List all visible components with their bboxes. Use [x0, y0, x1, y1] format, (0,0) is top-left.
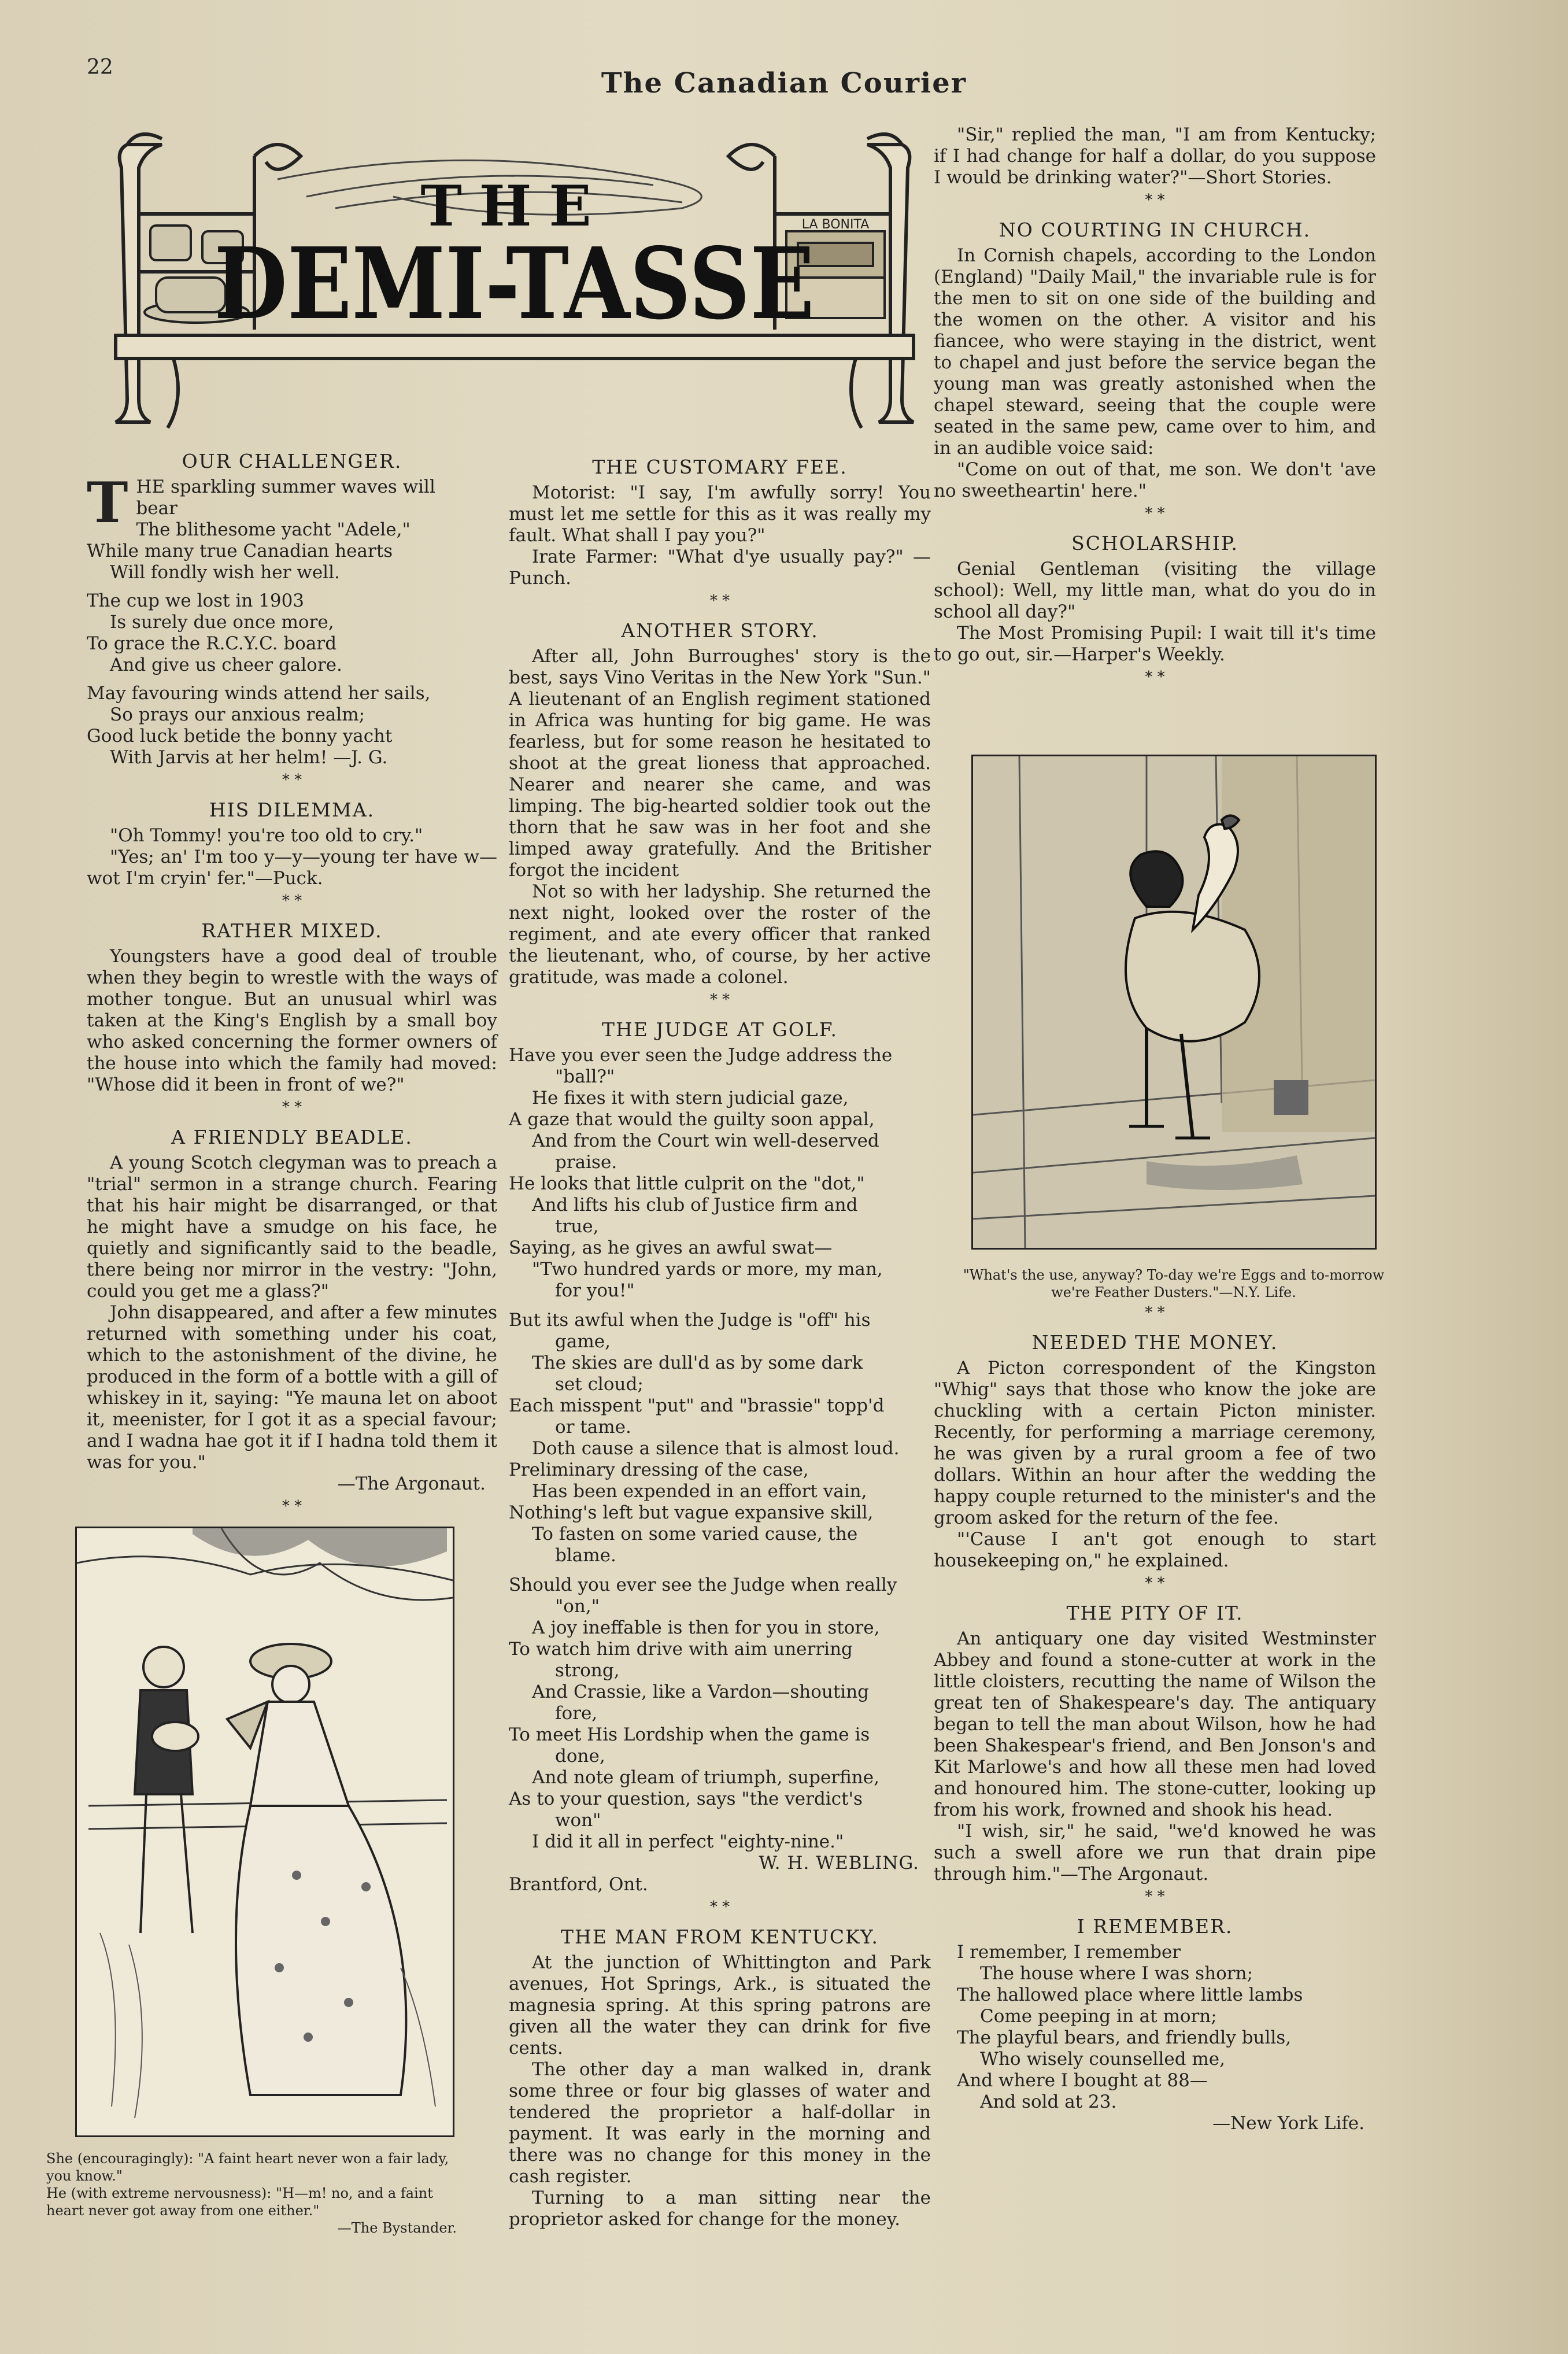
poem-line: done, [555, 1746, 605, 1767]
poem-line: game, [555, 1331, 611, 1352]
poem-line: And Crassie, like a Vardon—shouting [532, 1682, 870, 1702]
separator-stars: * * [1145, 1304, 1165, 1321]
scholarship-paragraph-1: Genial Gentleman (visiting the village school): Well, my little man, what do you do in school all day?" [934, 559, 1376, 622]
poem-line: The hallowed place where little lambs [957, 1985, 1303, 2005]
pity-paragraph-2: "I wish, sir," he said, "we'd knowed he was such a swell afore we run that drain pipe through him."—The Argonaut. [934, 1821, 1376, 1884]
heading-i-remember: I REMEMBER. [1077, 1915, 1233, 1938]
poem-line: won" [555, 1810, 601, 1831]
scholarship-paragraph-2: The Most Promising Pupil: I wait till it's time to go out, sir.—Harper's Weekly. [934, 623, 1376, 665]
poem-line: The cup we lost in 1903 [87, 590, 305, 611]
poem-line: And give us cheer galore. [110, 655, 342, 675]
couple-illustration [75, 1527, 454, 2137]
poem-line: A gaze that would the guilty soon appal, [509, 1109, 875, 1130]
poem-line: Come peeping in at morn; [980, 2006, 1217, 2027]
poem-line: Saying, as he gives an awful swat— [509, 1237, 833, 1258]
poem-line: for you!" [555, 1280, 635, 1301]
story-paragraph-1: After all, John Burroughes' story is the best, says Vino Veritas in the New York "Sun." A lieutenant of an English regiment stationed in Africa was hunting for big game. He was fearless, but for some reason he hesitated to shoot at the great lioness that approached. Nearer and nearer she came, and was limping. The big-hearted soldier took out the thorn that he saw was in her foot and she limped away gratefully. And the Britisher forgot the incident [509, 646, 931, 881]
poem-line: As to your question, says "the verdict's [509, 1788, 863, 1809]
poem-line: Who wisely counselled me, [980, 2049, 1226, 2070]
heading-needed-money: NEEDED THE MONEY. [1031, 1331, 1278, 1354]
couple-caption [46, 2150, 474, 2237]
poem-line: And lifts his club of Justice firm and [532, 1195, 858, 1215]
separator-stars: * * [282, 1099, 302, 1116]
masthead-title-the: THE [420, 173, 609, 239]
golf-stanza-2 [509, 1310, 931, 1566]
poem-line: And from the Court win well-deserved [532, 1130, 879, 1151]
poem-line: "Two hundred yards or more, my man, [532, 1259, 883, 1280]
heading-our-challenger: OUR CHALLENGER. [182, 450, 402, 472]
golf-stanza-3 [509, 1575, 931, 1853]
fee-paragraph-2: Irate Farmer: "What d'ye usually pay?" —Punch. [509, 546, 931, 589]
golf-place: Brantford, Ont. [509, 1874, 648, 1895]
separator-stars: * * [282, 1498, 302, 1515]
poem-line: or tame. [555, 1417, 631, 1437]
separator-stars: * * [709, 1898, 730, 1916]
money-paragraph-1: A Picton correspondent of the Kingston "Whig" says that those who know the joke are chuckling with a certain Picton minister. Recently, for performing a marriage ceremony, he was given by a rural groom a fee of two dollars. Within an hour after the wedding the happy couple returned to the minister's and the groom asked for the return of the fee. [934, 1358, 1376, 1528]
kentucky-paragraph-2: The other day a man walked in, drank some three or four big glasses of water and tendered the proprietor a half-dollar in payment. It was early in the morning and there was no change for this money in the cash register. [509, 2059, 931, 2187]
beadle-attribution: —The Argonaut. [337, 1473, 486, 1494]
poem-line: I remember, I remember [957, 1942, 1181, 1963]
heading-scholarship: SCHOLARSHIP. [1071, 532, 1238, 555]
poem-line: "ball?" [555, 1066, 615, 1087]
courting-paragraph-2: "Come on out of that, me son. We don't 'ave no sweetheartin' here." [934, 459, 1376, 501]
poem-line: And sold at 23. [980, 2091, 1117, 2112]
courting-paragraph-1: In Cornish chapels, according to the London (England) "Daily Mail," the invariable rule is for the men to sit on one side of the building and the women on the other. A visitor and his fiancee, who were staying in the district, went to chapel and just before the service began the young man was greatly astonished when the chapel steward, seeing that the couple were seated in the same pew, came over to him, and in an audible voice said: [934, 245, 1376, 459]
separator-stars: * * [1145, 1888, 1165, 1905]
poem-line: Is surely due once more, [110, 612, 334, 633]
golf-stanza-1 [509, 1045, 931, 1302]
poem-line: The blithesome yacht "Adele," [136, 519, 411, 540]
poem-line: But its awful when the Judge is "off" his [509, 1310, 871, 1331]
rooster-caption: "What's the use, anyway? To-day we're Eggs and to-morrow we're Feather Dusters."—N.Y. Life. [963, 1267, 1385, 1300]
beadle-paragraph-1: A young Scotch clegyman was to preach a "trial" sermon in a strange church. Fearing that his hair might be disarranged, or that he might have a smudge on his face, he quietly and significantly said to the beadle, there being nor mirror in the vestry: "John, could you get me a glass?" [87, 1152, 497, 1302]
kentucky-continued: "Sir," replied the man, "I am from Kentucky; if I had change for half a dollar, do you suppose I would be drinking water?"—Short Stories. [934, 124, 1376, 188]
heading-pity-of-it: THE PITY OF IT. [1066, 1602, 1244, 1624]
separator-stars: * * [1145, 1575, 1165, 1592]
poem-line: Has been expended in an effort vain, [532, 1481, 867, 1502]
heading-his-dilemma: HIS DILEMMA. [209, 799, 375, 821]
golf-author: W. H. WEBLING. [759, 1853, 919, 1873]
poem-line: praise. [555, 1152, 617, 1173]
cigar-box-label: LA BONITA [801, 217, 870, 232]
poem-our-challenger [87, 470, 497, 768]
heading-rather-mixed: RATHER MIXED. [201, 919, 383, 942]
column-1 [87, 442, 497, 1518]
story-paragraph-2: Not so with her ladyship. She returned the next night, looked over the roster of the regiment, and ate every officer that ranked the lieutenant, who, of course, by her active gratitude, was made a colonel. [509, 881, 931, 988]
poem-line: And where I bought at 88— [957, 2070, 1208, 2091]
poem-line: To watch him drive with aim unerring [509, 1639, 853, 1660]
poem-line: The skies are dull'd as by some dark [532, 1352, 863, 1373]
kentucky-paragraph-1: At the junction of Whittington and Park avenues, Hot Springs, Ark., is situated the magnesia spring. At this spring patrons are given all the water they can drink for five cents. [509, 1952, 931, 2059]
poem-line: Have you ever seen the Judge address the [509, 1045, 893, 1066]
masthead-frame [104, 127, 925, 439]
column-2 [509, 448, 931, 2230]
rather-mixed-text: Youngsters have a good deal of trouble when they begin to wrestle with the ways of mother tongue. But an unusual whirl was taken at the King's English by a small boy who asked concerning the former owners of the house into which the family had moved: "Whose did it been in front of we?" [87, 946, 497, 1095]
separator-stars: * * [282, 892, 302, 910]
masthead-title-demitasse: DEMI-TASSE [214, 226, 815, 342]
caption-line-2: He (with extreme nervousness): "H—m! no, and a faint heart never got away from one either." [46, 2185, 433, 2219]
money-paragraph-2: "'Cause I an't got enough to start housekeeping on," he explained. [934, 1529, 1376, 1571]
poem-line: He fixes it with stern judicial gaze, [532, 1088, 849, 1108]
poem-line: The house where I was shorn; [980, 1963, 1253, 1984]
separator-stars: * * [709, 991, 730, 1008]
fee-paragraph-1: Motorist: "I say, I'm awfully sorry! You must let me settle for this as it was really my fault. What shall I pay you?" [509, 482, 931, 546]
heading-another-story: ANOTHER STORY. [621, 619, 819, 642]
caption-line-1: She (encouragingly): "A faint heart never won a fair lady, you know." [46, 2150, 449, 2184]
poem-line: The playful bears, and friendly bulls, [957, 2027, 1292, 2048]
heading-no-courting: NO COURTING IN CHURCH. [999, 219, 1311, 241]
poem-line: May favouring winds attend her sails, [87, 683, 431, 704]
poem-line: To meet His Lordship when the game is [509, 1724, 870, 1745]
poem-line: While many true Canadian hearts [87, 541, 393, 561]
poem-line: And note gleam of triumph, superfine, [532, 1767, 879, 1788]
column-3 [934, 124, 1376, 689]
poem-line: HE sparkling summer waves will [136, 476, 435, 497]
poem-line: blame. [555, 1545, 616, 1566]
caption-attribution: —The Bystander. [337, 2220, 457, 2236]
page-number: 22 [87, 56, 113, 79]
separator-stars: * * [709, 592, 730, 609]
separator-stars: * * [1145, 191, 1165, 209]
poem-line: To fasten on some varied cause, the [532, 1524, 858, 1544]
running-head: The Canadian Courier [601, 67, 967, 99]
separator-stars: * * [1145, 668, 1165, 686]
heading-man-from-kentucky: THE MAN FROM KENTUCKY. [561, 1926, 879, 1948]
remember-attribution: —New York Life. [1212, 2113, 1364, 2134]
dilemma-line-1: "Oh Tommy! you're too old to cry." [110, 825, 423, 846]
poem-line: He looks that little culprit on the "dot," [509, 1173, 865, 1194]
poem-line: So prays our anxious realm; [110, 704, 365, 725]
poem-line: Will fondly wish her well. [110, 562, 340, 583]
pity-paragraph-1: An antiquary one day visited Westminster Abbey and found a stone-cutter at work in the little cloisters, recutting the name of Wilson the great ten of Shakespeare's day. The antiquary began to tell the man about Wilson, how he had been Shakespear's friend, and Ben Jonson's and Kit Marlowe's and how all these men had loved and honoured him. The stone-cutter, looking up from his work, frowned and shook his head. [934, 1628, 1376, 1820]
rooster-drawing [973, 756, 1375, 1248]
poem-line: I did it all in perfect "eighty-nine." [532, 1831, 844, 1852]
poem-line: set cloud; [555, 1374, 644, 1395]
poem-line: Nothing's left but vague expansive skill, [509, 1502, 874, 1523]
poem-line: bear [136, 498, 177, 519]
heading-customary-fee: THE CUSTOMARY FEE. [592, 456, 848, 478]
poem-line: Doth cause a silence that is almost loud. [532, 1438, 900, 1459]
beadle-paragraph-2: John disappeared, and after a few minutes returned with something under his coat, which to the astonishment of the divine, he produced in the form of a bottle with a gill of whiskey in it, saying: "Ye mauna let on aboot it, meenister, for I got it as a special favour; and I wadna hae got it if I hadna told them it was for you." [87, 1302, 497, 1473]
poem-line: strong, [555, 1660, 620, 1681]
heading-judge-at-golf: THE JUDGE AT GOLF. [602, 1018, 838, 1041]
poem-line: Each misspent "put" and "brassie" topp'd [509, 1395, 885, 1416]
rooster-illustration [971, 755, 1377, 1250]
poem-line: Good luck betide the bonny yacht [87, 726, 393, 747]
poem-line: To grace the R.C.Y.C. board [87, 633, 337, 654]
kentucky-paragraph-3: Turning to a man sitting near the proprietor asked for change for the money. [509, 2187, 931, 2230]
poem-i-remember [934, 1942, 1376, 2113]
poem-line: fore, [555, 1703, 598, 1724]
column-3-lower [934, 1301, 1376, 2134]
dilemma-line-2: "Yes; an' I'm too y—y—young ter have w—wot I'm cryin' fer."—Puck. [87, 847, 497, 889]
separator-stars: * * [1145, 505, 1165, 522]
drop-cap: T [87, 470, 128, 535]
poem-line: true, [555, 1216, 599, 1237]
separator-stars: * * [282, 771, 302, 789]
masthead-illustration [104, 127, 925, 439]
couple-drawing [77, 1528, 453, 2135]
heading-friendly-beadle: A FRIENDLY BEADLE. [171, 1126, 413, 1148]
poem-line: Preliminary dressing of the case, [509, 1459, 809, 1480]
poem-line: "on," [555, 1596, 600, 1617]
poem-line: With Jarvis at her helm! —J. G. [110, 747, 388, 768]
poem-line: A joy ineffable is then for you in store, [532, 1617, 880, 1638]
poem-line: Should you ever see the Judge when really [509, 1575, 897, 1595]
